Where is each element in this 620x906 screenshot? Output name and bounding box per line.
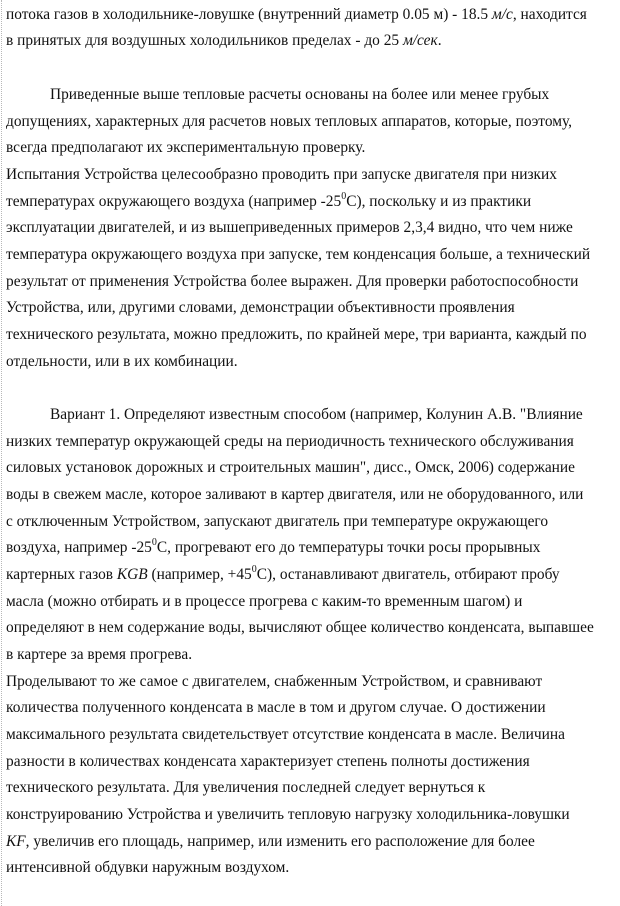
- text-line: [6, 432, 620, 452]
- text-line: [6, 565, 620, 585]
- text-line: [6, 165, 620, 185]
- text-run: температура окружающего воздуха при запуске, тем конденсация больше, а технический: [6, 246, 591, 263]
- text-run: С), поскольку и из практики: [346, 193, 532, 210]
- text-line: [6, 592, 620, 612]
- text-run: результат от применения Устройства более выражен. Для проверки работоспособности: [6, 273, 579, 290]
- text-run: низких температур окружающей среды на периодичность технического обслуживания: [6, 433, 574, 450]
- text-line: [6, 778, 620, 798]
- italic-run: KGB: [116, 566, 148, 583]
- text-run: технического результата. Для увеличения последней следует вернуться к: [6, 779, 486, 796]
- text-run: допущениях, характерных для расчетов новых тепловых аппаратов, которые, поэтому,: [6, 113, 572, 130]
- text-run: Устройства, или, другими словами, демонстрации объективности проявления: [6, 299, 515, 316]
- text-run: Приведенные выше тепловые расчеты основаны на более или менее грубых: [50, 86, 550, 103]
- text-line: [6, 645, 620, 665]
- text-run: эксплуатации двигателей, и из вышеприведенных примеров 2,3,4 видно, что чем ниже: [6, 219, 573, 236]
- text-line: [6, 298, 620, 318]
- italic-run: KF: [6, 833, 26, 850]
- text-line: [6, 858, 620, 878]
- text-run: , находится: [512, 6, 587, 23]
- text-run: отдельности, или в их комбинации.: [6, 353, 238, 370]
- text-run: количества полученного конденсата в масле в том и другом случае. О достижении: [6, 699, 546, 716]
- text-line: [6, 538, 620, 558]
- superscript-run: 0: [151, 536, 157, 548]
- text-line: [6, 272, 620, 292]
- text-line: [6, 672, 620, 692]
- text-line: [6, 458, 620, 478]
- text-run: Вариант 1. Определяют известным способом (например, Колунин А.В. "Влияние: [50, 406, 583, 423]
- text-run: температурах окружающего воздуха (например -25: [6, 193, 342, 210]
- text-run: конструированию Устройства и увеличить тепловую нагрузку холодильника-ловушки: [6, 806, 570, 823]
- left-edge-dotted-line: [1, 0, 2, 906]
- text-run: всегда предполагают их экспериментальную проверку.: [6, 139, 366, 156]
- text-line: [50, 405, 620, 425]
- text-line: [6, 31, 620, 51]
- text-run: воздуха, например -25: [6, 539, 152, 556]
- text-line: [6, 138, 620, 158]
- text-run: масла (можно отбирать и в процессе прогрева с каким-то временным шагом) и: [6, 593, 523, 610]
- text-run: С), останавливают двигатель, отбирают пробу: [256, 566, 560, 583]
- text-line: [6, 618, 620, 638]
- text-run: (например, +45: [147, 566, 252, 583]
- superscript-run: 0: [251, 563, 257, 575]
- text-run: с отключенным Устройством, запускают двигатель при температуре окружающего: [6, 513, 549, 530]
- text-run: силовых установок дорожных и строительных машин", дисс., Омск, 2006) содержание: [6, 459, 575, 476]
- text-line: [6, 5, 620, 25]
- text-line: [6, 485, 620, 505]
- text-line: [6, 112, 620, 132]
- text-run: разности в количествах конденсата характеризует степень полноты достижения: [6, 753, 530, 770]
- text-run: технического результата, можно предложить, по крайней мере, три варианта, каждый по: [6, 326, 587, 343]
- text-line: [6, 192, 620, 212]
- italic-run: м/сек: [402, 32, 438, 49]
- text-line: [6, 352, 620, 372]
- text-run: потока газов в холодильнике-ловушке (внутренний диаметр 0.05 м) - 18.5: [6, 6, 492, 23]
- text-line: [6, 752, 620, 772]
- text-run: в картере за время прогрева.: [6, 646, 193, 663]
- text-run: .: [437, 32, 442, 49]
- text-run: Испытания Устройства целесообразно проводить при запуске двигателя при низких: [6, 166, 557, 183]
- italic-run: м/с: [491, 6, 513, 23]
- text-line: [6, 725, 620, 745]
- text-line: [6, 832, 620, 852]
- text-line: [6, 805, 620, 825]
- text-line: [6, 245, 620, 265]
- superscript-run: 0: [341, 190, 347, 202]
- text-line: [50, 85, 620, 105]
- text-line: [6, 325, 620, 345]
- text-run: максимального результата свидетельствует отсутствие конденсата в масле. Величина: [6, 726, 565, 743]
- text-line: [6, 512, 620, 532]
- text-run: интенсивной обдувки наружным воздухом.: [6, 859, 290, 876]
- text-line: [6, 218, 620, 238]
- text-run: картерных газов: [6, 566, 117, 583]
- text-run: , увеличив его площадь, например, или изменить его расположение для более: [25, 833, 535, 850]
- text-run: Проделывают то же самое с двигателем, снабженным Устройством, и сравнивают: [6, 673, 543, 690]
- text-run: воды в свежем масле, которое заливают в картер двигателя, или не оборудованного, или: [6, 486, 584, 503]
- text-run: определяют в нем содержание воды, вычисляют общее количество конденсата, выпавшее: [6, 619, 594, 636]
- text-run: в принятых для воздушных холодильников пределах - до 25: [6, 32, 403, 49]
- text-run: С, прогревают его до температуры точки росы прорывных: [156, 539, 541, 556]
- text-line: [6, 698, 620, 718]
